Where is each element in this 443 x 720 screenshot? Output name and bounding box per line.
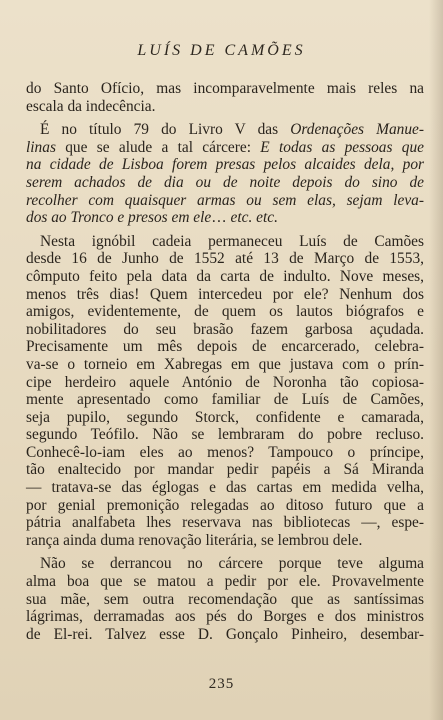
text-line: nobilitadores do seu brasão fazem garbosa açudada.	[26, 320, 424, 338]
text-line: amigos, evidentemente, de quem os lautos biógrafos e	[26, 303, 424, 321]
running-head: LUÍS DE CAMÕES	[137, 42, 306, 59]
text-line: Precisamente um mês depois de encarcerado, celebra-	[26, 338, 424, 356]
text-line: segundo Teófilo. Não se lembraram do pobre recluso.	[26, 426, 424, 444]
text-run: que se alude a tal cárcere:	[55, 138, 261, 156]
paragraph	[26, 555, 424, 643]
text-run: …	[211, 209, 231, 227]
text-run-italic: linas	[26, 138, 56, 156]
text-line: lágrimas, derramadas aos pés do Borges e dos ministros	[26, 608, 424, 626]
text-line	[26, 121, 424, 139]
text-line: va-se o torneio em Xabregas em que justava com o prín-	[26, 355, 424, 373]
text-run: É no título 79 do Livro V das	[40, 121, 291, 139]
text-line: — tratava-se das églogas e das cartas em medida velha,	[26, 479, 424, 497]
page-number: 235	[208, 676, 235, 692]
text-run-italic: na cidade de Lisboa forem presas pelos alcaides dela, por	[26, 156, 424, 174]
text-line	[26, 139, 424, 157]
text-line: sua mãe, sem outra recomendação que as santíssimas	[26, 590, 424, 608]
text-line: seja pupilo, segundo Storck, confidente e camarada,	[26, 408, 424, 426]
text-line: rança ainda duma renovação literária, se lembrou dele.	[26, 531, 363, 549]
text-line: alma boa que se matou a pedir por ele. Provavelmente	[26, 573, 424, 591]
text-line: por genial premonição relegadas ao ditoso futuro que a	[26, 496, 424, 514]
text-run-italic: dos ao Tronco e presos em ele	[26, 209, 212, 227]
text-line	[26, 192, 424, 210]
text-line	[26, 209, 424, 227]
text-line	[26, 174, 424, 192]
text-line: de El-rei. Talvez esse D. Gonçalo Pinheiro, desembar-	[26, 625, 424, 643]
text-run-italic: etc. etc.	[230, 209, 278, 227]
text-line: escala da indecência.	[26, 97, 156, 115]
paragraph	[26, 121, 424, 227]
text-line: tão enaltecido por mandar pedir papéis a Sá Miranda	[26, 461, 424, 479]
text-line: menos três dias! Quem intercedeu por ele? Nenhum dos	[26, 285, 424, 303]
paragraph	[26, 80, 424, 115]
body-text	[26, 80, 424, 643]
text-run-italic: recolher com quaisquer armas ou sem elas, sejam leva-	[26, 191, 424, 209]
text-line: mente apresentado como familiar de Luís de Camões,	[26, 391, 424, 409]
text-line: Nesta ignóbil cadeia permaneceu Luís de Camões	[40, 232, 424, 250]
text-run-italic: serem achados de dia ou de noite depois do sino de	[26, 173, 424, 191]
text-line: pátria analfabeta lhes reservava nas bibliotecas —, espe-	[26, 514, 424, 532]
text-line	[26, 156, 424, 174]
text-run-italic: Ordenações Manue-	[290, 121, 424, 139]
text-line: desde 16 de Junho de 1552 até 13 de Março de 1553,	[26, 250, 424, 268]
text-line: cômputo feito pela data da carta de indulto. Nove meses,	[26, 267, 424, 285]
text-line: cipe herdeiro aquele António de Noronha tão copiosa-	[26, 373, 424, 391]
text-line: do Santo Ofício, mas incomparavelmente mais reles na	[26, 80, 424, 97]
text-line: Conhecê-lo-iam eles ao menos? Tampouco o príncipe,	[26, 443, 424, 461]
text-line: Não se derrancou no cárcere porque teve alguma	[40, 555, 424, 573]
text-run-italic: E todas as pessoas que	[260, 138, 425, 156]
paragraph	[26, 233, 424, 550]
